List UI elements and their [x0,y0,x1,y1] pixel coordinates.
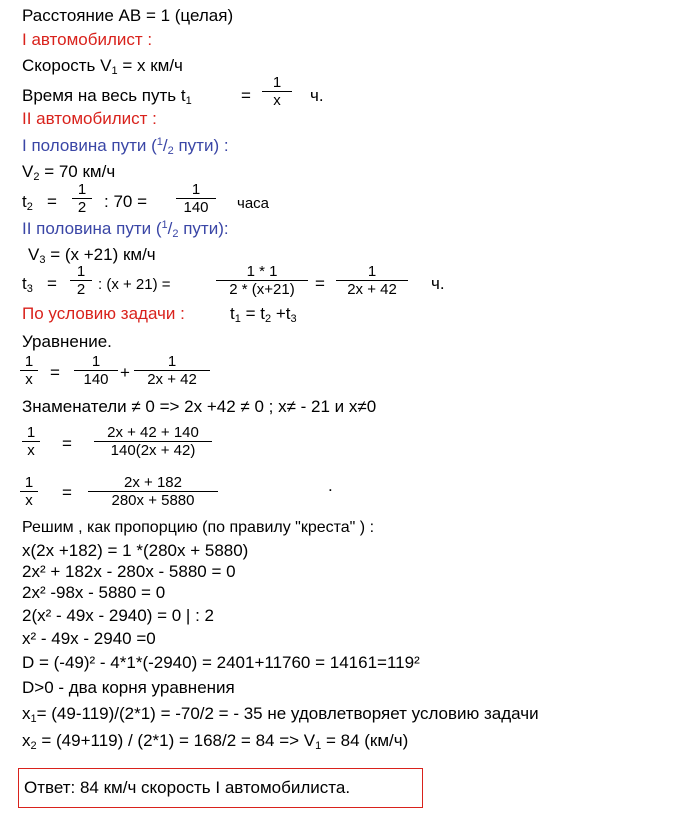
heading-car-2: II автомобилист : [22,109,157,128]
t2-fraction-half: 1 2 [72,181,92,216]
t2-label: $t_2$ [22,192,33,213]
t2-equals: = [47,192,57,211]
time-line-label: Время на весь путь $t_1$ [22,86,192,107]
t3-equals-2: = [315,274,325,293]
step-2: 2x² + 182x - 280x - 5880 = 0 [22,562,236,581]
heading-condition: По условию задачи : [22,304,185,323]
eq2-right-fraction: 2x + 42 + 140 140(2x + 42) [94,424,212,459]
t3-divide: : (x + 21) = [98,276,171,293]
root-x2-line: $x_2 = (49+119) / (2*1) = 168/2 = 84 => V_1 = 84$ (км/ч) [22,731,409,752]
eq1-equals: = [50,363,60,382]
eq3-equals: = [62,483,72,502]
t3-equals: = [47,274,57,293]
distance-line: Расстояние АВ = 1 (целая) [22,6,234,25]
time-unit: ч. [310,86,324,105]
speed-v1-line: Скорость $V_1 = x$ км/ч [22,56,183,77]
stray-dot: . [328,476,333,495]
root-x1-line: $x_1= (49-119)/(2*1) = -70/2$ = - 35 не удовлетворяет условию задачи [22,704,539,725]
time-line-equals: = [241,86,251,105]
speed-v2-line: $V_2 = 70$ км/ч [22,162,116,183]
denominators-line: Знаменатели ≠ 0 => 2x +42 ≠ 0 ; x≠ - 21 и x≠0 [22,397,377,416]
eq1-right-fraction-2: 1 2x + 42 [134,353,210,388]
heading-half-1: I половина пути ($^1/_2$ пути) : [22,136,229,157]
t2-fraction-result: 1 140 [176,181,216,216]
time-fraction: 1 x [262,74,292,109]
solve-intro: Решим , как пропорцию (по правилу "креста" ) : [22,519,375,536]
speed-v3-line: $V_3 = (x +21)$ км/ч [28,245,156,266]
t3-fraction-half: 1 2 [70,263,92,298]
answer-text: Ответ: 84 км/ч скорость I автомобилиста. [24,778,351,797]
eq2-equals: = [62,434,72,453]
step-1: x(2x +182) = 1 *(280x + 5880) [22,541,249,560]
step-4: 2(x² - 49x - 2940) = 0 | : 2 [22,606,214,625]
eq1-plus: + [120,363,130,382]
eq1-left-fraction: 1 x [20,353,38,388]
step-3: 2x² -98x - 5880 = 0 [22,583,166,602]
eq2-left-fraction: 1 x [22,424,40,459]
heading-half-2: II половина пути ($^1/_2$ пути): [22,219,229,240]
t3-fraction-product: 1 * 1 2 * (x+21) [216,263,308,298]
step-5: x² - 49x - 2940 =0 [22,629,156,648]
step-discriminant: D = (-49)² - 4*1*(-2940) = 2401+11760 = 14161=119² [22,653,420,672]
eq1-right-fraction-1: 1 140 [74,353,118,388]
t2-unit: часа [237,195,269,212]
t3-label: $t_3$ [22,274,33,295]
t3-unit: ч. [431,274,445,293]
t3-fraction-result: 1 2x + 42 [336,263,408,298]
eq3-right-fraction: 2x + 182 280x + 5880 [88,474,218,509]
heading-equation: Уравнение. [22,332,112,351]
heading-car-1: I автомобилист : [22,30,153,49]
eq3-left-fraction: 1 x [20,474,38,509]
condition-formula: $t_1 = t_2 +t_3$ [230,304,297,325]
step-two-roots: D>0 - два корня уравнения [22,678,235,697]
t2-divide: : 70 = [104,192,148,211]
